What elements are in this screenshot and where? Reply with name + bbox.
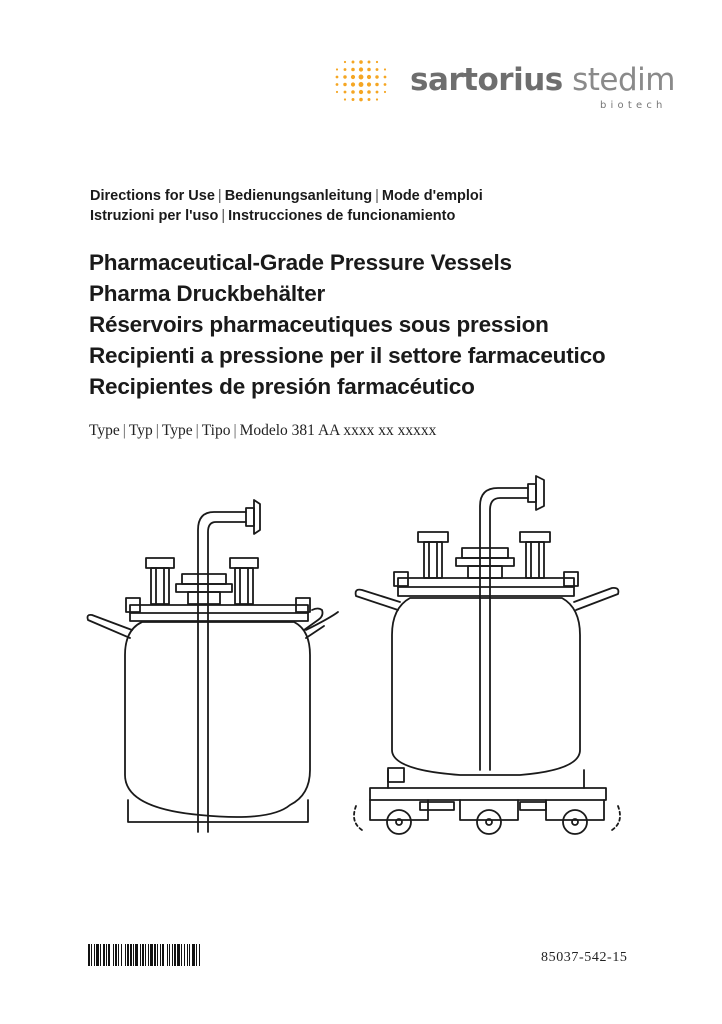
barcode-bar: [150, 944, 153, 966]
logo-dot: [376, 98, 378, 100]
barcode-bar: [160, 944, 161, 966]
directions-it: Istruzioni per l'uso: [90, 208, 219, 224]
logo-tagline: biotech: [600, 100, 667, 111]
type-label-fr: Type: [161, 422, 193, 439]
barcode-bar: [181, 944, 182, 966]
barcode-bar: [130, 944, 132, 966]
logo-dot: [384, 68, 386, 70]
logo-brand-part2: stedim: [572, 62, 675, 98]
logo-dot: [376, 91, 379, 94]
logo-dot: [336, 91, 338, 93]
logo-dot: [344, 98, 346, 100]
logo-dot: [367, 75, 371, 79]
type-label-de: Typ: [128, 422, 153, 439]
logo-dot: [352, 98, 355, 101]
barcode-bar: [115, 944, 117, 966]
logo-dot: [359, 67, 363, 71]
type-label-en: Type: [89, 422, 120, 439]
barcode-bar: [167, 944, 168, 966]
separator: |: [155, 422, 159, 439]
barcode-bar: [118, 944, 119, 966]
logo-dot: [368, 98, 371, 101]
barcode-bar: [113, 944, 114, 966]
vessel-left: [88, 500, 339, 832]
barcode-bar: [121, 944, 122, 966]
barcode-bar: [154, 944, 156, 966]
directions-line-1: [90, 188, 483, 204]
logo-dot: [376, 61, 378, 63]
barcode-bar: [91, 944, 92, 966]
logo-dot: [343, 83, 346, 86]
type-line: [89, 422, 436, 440]
directions-de: Bedienungsanleitung: [224, 188, 373, 204]
title-it: Recipienti a pressione per il settore farmaceutico: [89, 343, 606, 368]
barcode-bar: [96, 944, 99, 966]
document-number: 85037-542-15: [541, 950, 628, 965]
logo-dot: [344, 61, 346, 63]
logo-dot: [359, 60, 363, 64]
barcode-bar: [196, 944, 197, 966]
barcode-bar: [106, 944, 107, 966]
logo-dot: [368, 61, 371, 64]
separator: |: [122, 422, 126, 439]
logo-brand-part1: sartorius: [410, 62, 563, 98]
barcode-bar: [145, 944, 146, 966]
logo-dot: [359, 75, 364, 80]
barcode: [88, 944, 288, 966]
logo-dot: [359, 98, 363, 102]
barcode-bar: [189, 944, 190, 966]
barcode-bar: [177, 944, 180, 966]
logo-dot: [351, 68, 355, 72]
logo-dot: [351, 82, 355, 86]
separator: |: [233, 422, 237, 439]
logo-dot: [367, 82, 371, 86]
barcode-bar: [108, 944, 110, 966]
barcode-bar: [100, 944, 101, 966]
logo-dot: [375, 75, 378, 78]
pressure-vessels-illustration: [80, 470, 640, 840]
barcode-bar: [169, 944, 170, 966]
barcode-bar: [192, 944, 195, 966]
logo-dot: [351, 75, 355, 79]
separator: |: [195, 422, 199, 439]
barcode-bar: [157, 944, 158, 966]
barcode-bar: [172, 944, 173, 966]
logo-dot: [359, 82, 364, 87]
logo-dot: [343, 75, 346, 78]
barcode-bar: [162, 944, 164, 966]
vessel-right: [354, 476, 620, 834]
barcode-bar: [133, 944, 134, 966]
logo-dot: [344, 68, 347, 71]
barcode-bar: [94, 944, 95, 966]
logo-dot: [367, 90, 371, 94]
logo-dot: [376, 68, 379, 71]
type-label-it: Tipo: [201, 422, 231, 439]
caster-wheels: [354, 800, 620, 834]
logo-dots-icon: [332, 58, 392, 104]
logo-dot: [375, 83, 378, 86]
type-model: Modelo 381 AA xxxx xx xxxxx: [239, 422, 437, 439]
barcode-bar: [142, 944, 144, 966]
barcode-bar: [103, 944, 105, 966]
barcode-bar: [148, 944, 149, 966]
separator: |: [217, 188, 222, 204]
logo-wordmark: [410, 60, 675, 100]
logo-dot: [384, 83, 387, 86]
logo-dot: [384, 76, 387, 79]
logo-dot: [344, 91, 347, 94]
barcode-bar: [88, 944, 90, 966]
logo-dot: [352, 61, 355, 64]
barcode-bar: [135, 944, 138, 966]
barcode-bar: [199, 944, 200, 966]
directions-line-2: [90, 208, 455, 224]
barcode-bar: [140, 944, 141, 966]
barcode-bar: [184, 944, 185, 966]
logo-dot: [384, 91, 386, 93]
title-fr: Réservoirs pharmaceutiques sous pression: [89, 312, 549, 337]
logo-dot: [336, 83, 339, 86]
barcode-bar: [174, 944, 176, 966]
title-en: Pharmaceutical-Grade Pressure Vessels: [89, 250, 512, 275]
barcode-bar: [187, 944, 188, 966]
document-titles: [89, 247, 605, 402]
barcode-bar: [125, 944, 126, 966]
logo-dot: [367, 68, 371, 72]
title-de: Pharma Druckbehälter: [89, 281, 326, 306]
logo-dot: [359, 90, 363, 94]
separator: |: [221, 208, 226, 224]
directions-en: Directions for Use: [90, 188, 215, 204]
directions-fr: Mode d'emploi: [381, 188, 483, 204]
logo-dot: [336, 68, 338, 70]
logo-dot: [336, 76, 339, 79]
title-es: Recipientes de presión farmacéutico: [89, 374, 475, 399]
sartorius-stedim-logo: [332, 58, 677, 114]
logo-dot: [351, 90, 355, 94]
barcode-bar: [127, 944, 129, 966]
directions-es: Instrucciones de funcionamiento: [228, 208, 456, 224]
separator: |: [375, 188, 379, 204]
